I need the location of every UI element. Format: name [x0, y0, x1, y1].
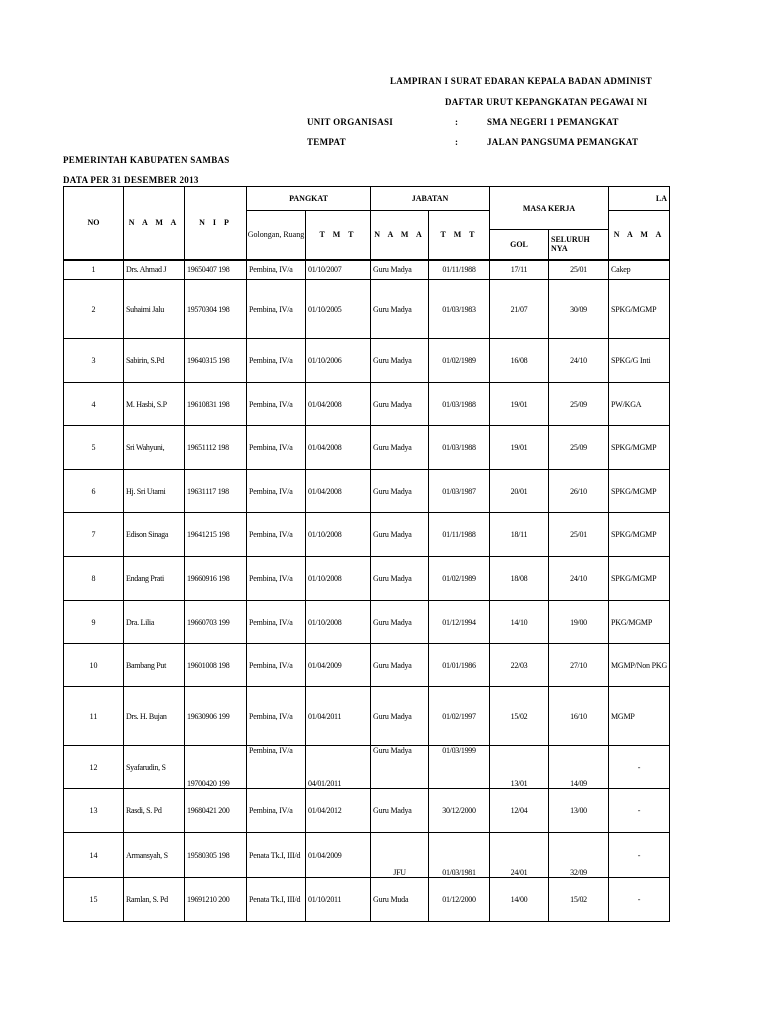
col-nip: N I P: [185, 187, 247, 260]
cell-no: 4: [64, 383, 124, 426]
cell-jab: Guru Madya: [371, 260, 429, 280]
cell-lat: PW/KGA: [609, 383, 670, 426]
cell-jab: Guru Madya: [371, 557, 429, 601]
cell-mk-all: 26/10: [549, 470, 609, 513]
cell-jab-tmt: 01/12/1994: [429, 601, 490, 644]
cell-tmt: 01/10/2011: [306, 878, 371, 922]
cell-tmt: 04/01/2011: [306, 746, 371, 789]
cell-tmt: 01/10/2008: [306, 557, 371, 601]
cell-lat: -: [609, 833, 670, 878]
cell-mk-gol: 13/01: [490, 746, 549, 789]
cell-no: 7: [64, 513, 124, 557]
cell-tmt: 01/04/2009: [306, 644, 371, 687]
col-mk-gol: GOL: [490, 230, 549, 260]
unit-value: SMA NEGERI 1 PEMANGKAT: [487, 117, 619, 127]
cell-gol: Pembina, IV/a: [247, 687, 306, 746]
cell-lat: -: [609, 789, 670, 833]
table-row: [64, 383, 670, 426]
cell-mk-gol: 19/01: [490, 383, 549, 426]
cell-mk-gol: 22/03: [490, 644, 549, 687]
cell-jab-tmt: 01/02/1989: [429, 557, 490, 601]
cell-mk-all: 13/00: [549, 789, 609, 833]
cell-mk-gol: 17/11: [490, 260, 549, 280]
cell-mk-all: 25/09: [549, 426, 609, 470]
cell-no: 8: [64, 557, 124, 601]
cell-mk-all: 24/10: [549, 557, 609, 601]
cell-gol: Pembina, IV/a: [247, 280, 306, 339]
cell-nip: 19631117 198: [185, 470, 247, 513]
header-line2: DAFTAR URUT KEPANGKATAN PEGAWAI NI: [445, 97, 648, 107]
cell-tmt: 01/10/2008: [306, 513, 371, 557]
cell-no: 6: [64, 470, 124, 513]
cell-no: 13: [64, 789, 124, 833]
col-jabatan: JABATAN: [371, 187, 490, 211]
cell-jab: Guru Muda: [371, 878, 429, 922]
cell-jab-tmt: 01/11/1988: [429, 260, 490, 280]
cell-gol: Pembina, IV/a: [247, 601, 306, 644]
cell-jab-tmt: 30/12/2000: [429, 789, 490, 833]
tempat-label: TEMPAT: [307, 137, 346, 147]
cell-nama: Rasdi, S. Pd: [124, 789, 185, 833]
cell-nip: 19570304 198: [185, 280, 247, 339]
cell-tmt: 01/04/2008: [306, 383, 371, 426]
cell-mk-all: 25/01: [549, 513, 609, 557]
cell-jab-tmt: 01/03/1999: [429, 746, 490, 789]
cell-mk-gol: 18/08: [490, 557, 549, 601]
cell-nip: 19580305 198: [185, 833, 247, 878]
cell-nip: 19630906 199: [185, 687, 247, 746]
cell-lat: MGMP/Non PKG: [609, 644, 670, 687]
cell-tmt: 01/10/2008: [306, 601, 371, 644]
cell-no: 11: [64, 687, 124, 746]
col-golongan: Golongan, Ruang: [247, 211, 306, 260]
col-latihan-nama: N A M A: [609, 211, 670, 260]
cell-mk-gol: 20/01: [490, 470, 549, 513]
cell-jab-tmt: 01/03/1981: [429, 833, 490, 878]
cell-lat: Cakep: [609, 260, 670, 280]
cell-tmt: 01/04/2009: [306, 833, 371, 878]
cell-lat: -: [609, 746, 670, 789]
cell-gol: Pembina, IV/a: [247, 383, 306, 426]
table-row: [64, 746, 670, 789]
table-row: [64, 470, 670, 513]
cell-mk-gol: 18/11: [490, 513, 549, 557]
cell-mk-all: 30/09: [549, 280, 609, 339]
cell-jab-tmt: 01/03/1983: [429, 280, 490, 339]
cell-tmt: 01/04/2012: [306, 789, 371, 833]
table-row: [64, 644, 670, 687]
col-jabatan-tmt: T M T: [429, 211, 490, 260]
cell-nama: Endang Prati: [124, 557, 185, 601]
cell-nip: 19601008 198: [185, 644, 247, 687]
cell-tmt: 01/04/2008: [306, 426, 371, 470]
col-latihan: LA: [609, 187, 670, 211]
header-line1: LAMPIRAN I SURAT EDARAN KEPALA BADAN ADMINIST: [390, 76, 653, 86]
cell-jab: JFU: [371, 833, 429, 878]
cell-no: 1: [64, 260, 124, 280]
col-nama: N A M A: [124, 187, 185, 260]
kepangkatan-table: [63, 186, 670, 922]
table-row: [64, 280, 670, 339]
cell-gol: Pembina, IV/a: [247, 557, 306, 601]
cell-nip: 19660916 198: [185, 557, 247, 601]
cell-jab-tmt: 01/03/1988: [429, 383, 490, 426]
cell-mk-gol: 15/02: [490, 687, 549, 746]
cell-mk-gol: 24/01: [490, 833, 549, 878]
cell-nip: 19640315 198: [185, 339, 247, 383]
cell-mk-all: 25/09: [549, 383, 609, 426]
cell-nip: 19691210 200: [185, 878, 247, 922]
cell-jab: Guru Madya: [371, 280, 429, 339]
cell-nip: 19610831 198: [185, 383, 247, 426]
cell-jab: Guru Madya: [371, 426, 429, 470]
cell-mk-all: 24/10: [549, 339, 609, 383]
table-row: [64, 426, 670, 470]
cell-gol: Pembina, IV/a: [247, 260, 306, 280]
cell-no: 12: [64, 746, 124, 789]
cell-mk-all: 16/10: [549, 687, 609, 746]
cell-gol: Pembina, IV/a: [247, 644, 306, 687]
cell-jab: Guru Madya: [371, 470, 429, 513]
cell-gol: Pembina, IV/a: [247, 426, 306, 470]
cell-mk-gol: 12/04: [490, 789, 549, 833]
table-row: [64, 513, 670, 557]
cell-nama: Dra. Lilia: [124, 601, 185, 644]
table-row: [64, 260, 670, 280]
cell-lat: SPKG/MGMP: [609, 280, 670, 339]
cell-jab-tmt: 01/02/1997: [429, 687, 490, 746]
cell-no: 14: [64, 833, 124, 878]
cell-jab: Guru Madya: [371, 513, 429, 557]
cell-mk-all: 27/10: [549, 644, 609, 687]
cell-jab: Guru Madya: [371, 339, 429, 383]
cell-nip: 19651112 198: [185, 426, 247, 470]
cell-gol: Pembina, IV/a: [247, 513, 306, 557]
cell-gol: Pembina, IV/a: [247, 746, 306, 789]
table-row: [64, 557, 670, 601]
cell-gol: Pembina, IV/a: [247, 789, 306, 833]
cell-nip: 19700420 199: [185, 746, 247, 789]
col-mk-seluruhnya: SELURUH NYA: [549, 230, 609, 260]
cell-lat: SPKG/MGMP: [609, 557, 670, 601]
cell-gol: Pembina, IV/a: [247, 470, 306, 513]
cell-mk-gol: 14/00: [490, 878, 549, 922]
cell-no: 5: [64, 426, 124, 470]
pemerintah-label: PEMERINTAH KABUPATEN SAMBAS: [63, 155, 230, 165]
cell-mk-gol: 19/01: [490, 426, 549, 470]
cell-jab: Guru Madya: [371, 687, 429, 746]
cell-lat: SPKG/MGMP: [609, 513, 670, 557]
cell-tmt: 01/04/2011: [306, 687, 371, 746]
cell-nama: Sri Wahyuni,: [124, 426, 185, 470]
cell-no: 2: [64, 280, 124, 339]
cell-jab-tmt: 01/11/1988: [429, 513, 490, 557]
cell-mk-gol: 16/08: [490, 339, 549, 383]
data-per-label: DATA PER 31 DESEMBER 2013: [63, 175, 199, 185]
cell-gol: Penata Tk.I, III/d: [247, 833, 306, 878]
cell-jab-tmt: 01/03/1988: [429, 426, 490, 470]
cell-mk-all: 15/02: [549, 878, 609, 922]
cell-tmt: 01/10/2005: [306, 280, 371, 339]
cell-nama: Edison Sinaga: [124, 513, 185, 557]
cell-gol: Penata Tk.I, III/d: [247, 878, 306, 922]
col-pangkat-tmt: T M T: [306, 211, 371, 260]
cell-nama: Syafarudin, S: [124, 746, 185, 789]
unit-colon: :: [455, 117, 459, 127]
cell-jab: Guru Madya: [371, 383, 429, 426]
cell-jab-tmt: 01/02/1989: [429, 339, 490, 383]
cell-no: 3: [64, 339, 124, 383]
table-row: [64, 878, 670, 922]
cell-nip: 19650407 198: [185, 260, 247, 280]
cell-nip: 19660703 199: [185, 601, 247, 644]
cell-tmt: 01/10/2006: [306, 339, 371, 383]
tempat-value: JALAN PANGSUMA PEMANGKAT: [487, 137, 639, 147]
col-jabatan-nama: N A M A: [371, 211, 429, 260]
cell-mk-all: 32/09: [549, 833, 609, 878]
cell-jab: Guru Madya: [371, 644, 429, 687]
cell-mk-gol: 21/07: [490, 280, 549, 339]
col-no: NO: [64, 187, 124, 260]
cell-nama: Ramlan, S. Pd: [124, 878, 185, 922]
cell-nama: M. Hasbi, S.P: [124, 383, 185, 426]
cell-nama: Armansyah, S: [124, 833, 185, 878]
cell-nama: Sabirin, S.Pd: [124, 339, 185, 383]
cell-no: 9: [64, 601, 124, 644]
unit-label: UNIT ORGANISASI: [307, 117, 394, 127]
cell-gol: Pembina, IV/a: [247, 339, 306, 383]
cell-nama: Bambang Put: [124, 644, 185, 687]
cell-tmt: 01/10/2007: [306, 260, 371, 280]
cell-nama: Suhaimi Jalu: [124, 280, 185, 339]
cell-jab-tmt: 01/03/1987: [429, 470, 490, 513]
table-row: [64, 687, 670, 746]
cell-tmt: 01/04/2008: [306, 470, 371, 513]
table-row: [64, 833, 670, 878]
tempat-colon: :: [455, 137, 459, 147]
cell-lat: -: [609, 878, 670, 922]
cell-nip: 19641215 198: [185, 513, 247, 557]
cell-no: 10: [64, 644, 124, 687]
col-masa-kerja: MASA KERJA: [490, 187, 609, 230]
cell-nama: Hj. Sri Utami: [124, 470, 185, 513]
cell-nip: 19680421 200: [185, 789, 247, 833]
cell-mk-gol: 14/10: [490, 601, 549, 644]
cell-jab-tmt: 01/12/2000: [429, 878, 490, 922]
cell-lat: SPKG/MGMP: [609, 426, 670, 470]
table-row: [64, 789, 670, 833]
cell-jab-tmt: 01/01/1986: [429, 644, 490, 687]
cell-jab: Guru Madya: [371, 601, 429, 644]
cell-jab: Guru Madya: [371, 789, 429, 833]
col-pangkat: PANGKAT: [247, 187, 371, 211]
cell-mk-all: 19/00: [549, 601, 609, 644]
cell-lat: PKG/MGMP: [609, 601, 670, 644]
cell-lat: SPKG/MGMP: [609, 470, 670, 513]
cell-lat: MGMP: [609, 687, 670, 746]
cell-mk-all: 14/09: [549, 746, 609, 789]
cell-mk-all: 25/01: [549, 260, 609, 280]
cell-no: 15: [64, 878, 124, 922]
cell-lat: SPKG/G Inti: [609, 339, 670, 383]
table-row: [64, 601, 670, 644]
cell-nama: Drs. Ahmad J: [124, 260, 185, 280]
cell-jab: Guru Madya: [371, 746, 429, 789]
table-row: [64, 339, 670, 383]
cell-nama: Drs. H. Bujan: [124, 687, 185, 746]
